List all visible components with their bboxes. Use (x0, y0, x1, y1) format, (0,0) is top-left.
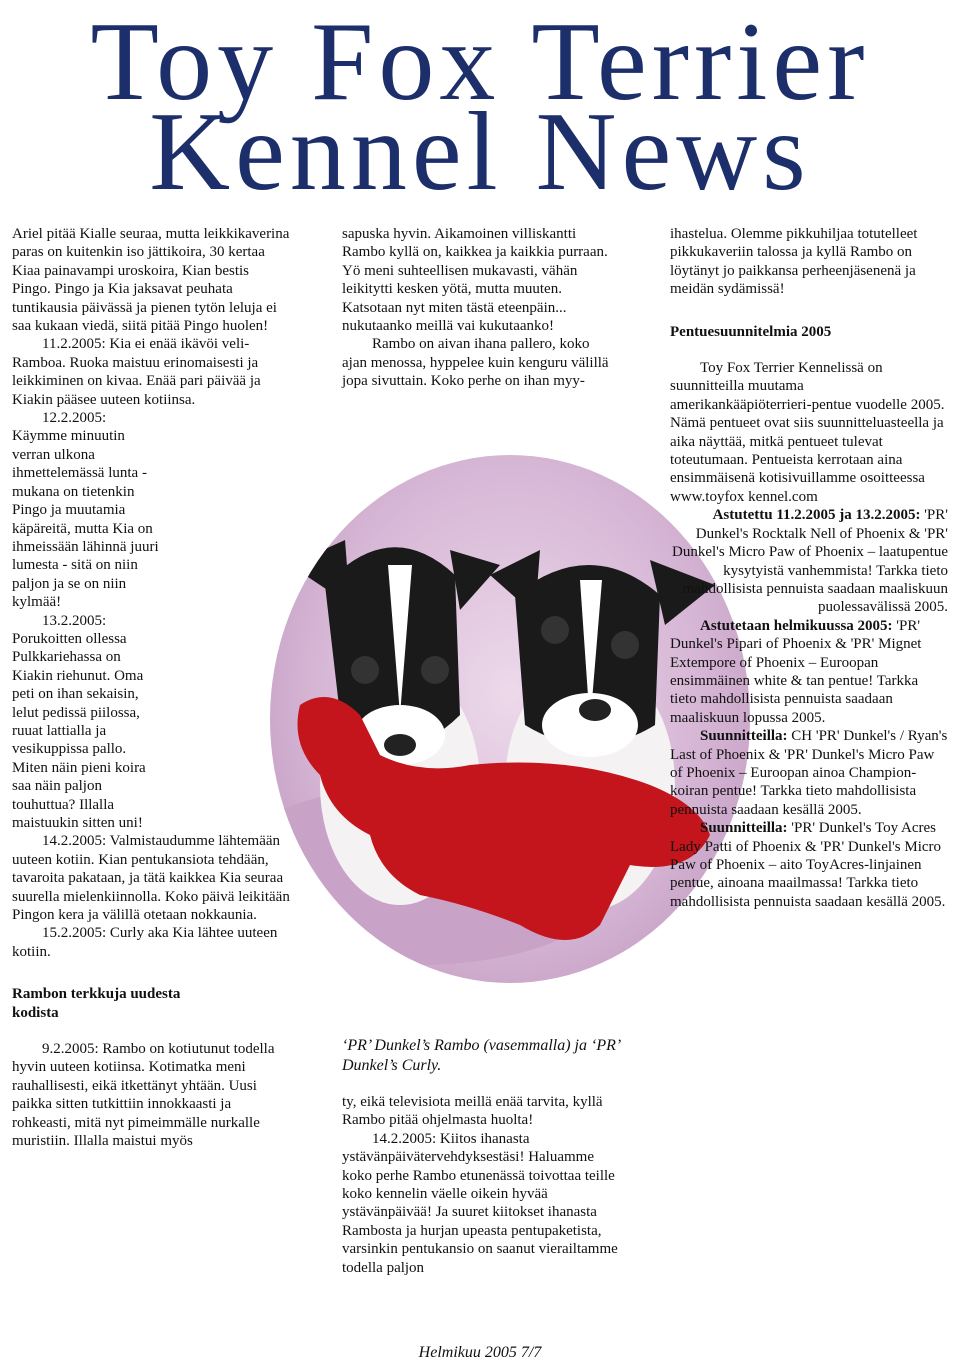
paragraph: 9.2.2005: Rambo on kotiutunut todella hyvin uuteen kotiinsa. Kotimatka meni rauhallisesti, eikä itkettänyt yhtään. Uusi paikka sitten tutkittiin innokkaasti ja rohkeasti, mitä nyt pimeimmälle nurkalle muristiin. Illalla maistui myös (12, 1041, 275, 1150)
text: 'PR' Dunkel's Rocktalk Nell of Phoenix & 'PR' Dunkel's Micro Paw of Phoenix – laatupentue kysytyistä vanhemmista! Tarkka tieto mahdollisista pennuista saadaan maaliskuun puolessavälissä 2005. (672, 507, 948, 616)
photo-caption: ‘PR’ Dunkel’s Rambo (vasemmalla) ja ‘PR’ Dunkel’s Curly. (342, 1037, 620, 1074)
column-middle-bottom (342, 1093, 618, 1277)
paragraph (670, 727, 948, 819)
section-heading: Rambon terkkuja uudesta kodista (12, 986, 181, 1021)
paragraph: 14.2.2005: Kiitos ihanasta ystävänpäivätervehdyksestäsi! Haluamme koko perhe Rambo etunenässä toivottaa teille koko kennelin väelle oikein hyvää ystävänpäivää! Ja suuret kiitokset ihanasta Rambosta ja hurjan upeasta pentupaketista, varsinkin pentukansio on saanut vierailtamme todella paljon (342, 1130, 618, 1276)
paragraph: ty, eikä televisiota meillä enää tarvita, kyllä Rambo pitää ohjelmasta huolta! (342, 1094, 603, 1129)
text: CH 'PR' Dunkel's / Ryan's Last of Phoenix & 'PR' Dunkel's Micro Paw of Phoenix – Euroopan ainoa Champion-koiran pentue! Tarkka tieto mahdollisista pennuista saadaan kesällä 2005. (670, 728, 948, 818)
column-left (12, 225, 290, 1151)
paragraph (670, 819, 948, 911)
paragraph (670, 506, 948, 616)
paragraph: Ariel pitää Kialle seuraa, mutta leikkikaverina paras on kuitenkin iso jättikoira, 30 kertaa Kiaa painavampi uroskoira, Kian bestis Pingo. Pingo ja Kia jaksavat peuhata tuntikausia päivässä ja pienen tytön leluja ei saa kukaan viedä, siitä pitää Pingo huolen! (12, 226, 290, 335)
label: Astutettu 11.2.2005 ja 13.2.2005: (712, 507, 921, 524)
newsletter-title-line2: Kennel News (149, 90, 811, 214)
paragraph: 11.2.2005: Kia ei enää ikävöi veli-Ramboa. Ruoka maistuu erinomaisesti ja leikkiminen on kivaa. Enää pari päivää ja Kiakin pääsee uuteen kotiinsa. (12, 336, 261, 408)
column-right (670, 225, 948, 911)
column-middle (342, 225, 618, 391)
paragraph: 15.2.2005: Curly aka Kia lähtee uuteen kotiin. (12, 925, 278, 960)
paragraph: ihastelua. Olemme pikkuhiljaa totutelleet pikkukaveriin talossa ja kyllä Rambo on löytänyt jo paikkansa perheenjäsenenä ja meidän sydämissä! (670, 226, 918, 298)
text: 'PR' Dunkel's Toy Acres Lady Patti of Phoenix & 'PR' Dunkel's Micro Paw of Phoenix – aito ToyAcres-linjainen pentue, ainoana maailmassa! Tarkka tieto mahdollisista pennuista saadaan kesällä 2005. (670, 820, 946, 910)
section-heading: Pentuesuunnitelmia 2005 (670, 323, 832, 340)
label: Astutetaan helmikuussa 2005: (700, 617, 893, 634)
paragraph: Toy Fox Terrier Kennelissä on suunnitteilla muutama amerikankääpiöterrieri-pentue vuodelle 2005. Nämä pentueet ovat siis suunnitteluasteella ja aika näyttää, mitkä pentueet tulevat toteutumaan. Pentueista kerrotaan aina ensimmäisenä kotisivuillamme osoitteessa www.toyfox kennel.com (670, 360, 945, 505)
paragraph: 12.2.2005: Käymme minuutin verran ulkona ihmettelemässä lunta - mukana on tietenkin Pingo ja muutamia käpäreitä, mutta Kia on ihmeissään lähinnä juuri lumesta - sitä on niin paljon ja se on niin kylmää! (12, 410, 159, 611)
paragraph: Rambo on aivan ihana pallero, koko ajan menossa, hyppelee kuin kenguru välillä jopa sivuttain. Koko perhe on ihan myy- (342, 336, 609, 390)
paragraph: sapuska hyvin. Aikamoinen villiskantti Rambo kyllä on, kaikkea ja kaikkia purraan. Yö meni suhteellisen mukavasti, vähän leikitytti kesken yötä, mutta muuten. Katsotaan nyt miten tästä eteenpäin... nukutaanko meillä vai kukutaanko! (342, 226, 608, 335)
text: 'PR' Dunkel's Pipari of Phoenix & 'PR' Mignet Extempore of Phoenix – Euroopan ensimmäinen white & tan pentue! Tarkka tieto mahdollisista pennuista saadaan maaliskuun lopussa 2005. (670, 617, 922, 726)
paragraph (670, 617, 948, 727)
label: Suunnitteilla: (700, 820, 788, 837)
paragraph: 14.2.2005: Valmistaudumme lähtemään uuteen kotiin. Kian pentukansiota tehdään, tavaroita pakataan, ja tätä kaikkea Kia seuraa suurella mielenkiinnolla. Koko päivä leikitään Pingon kera ja välillä otetaan nokkaunia. (12, 833, 290, 924)
paragraph: 13.2.2005: Porukoitten ollessa Pulkkariehassa on Kiakin riehunut. Oma peti on ihan sekaisin, lelut pedissä piilossa, ruuat lattialla ja vesikuppissa pallo. Miten näin pieni koira saa näin paljon touhuttua? Illalla maistuukin sitten uni! (12, 612, 146, 831)
label: Suunnitteilla: (700, 728, 788, 745)
newsletter-title-line1: Toy Fox Terrier (90, 0, 870, 124)
page-footer: Helmikuu 2005 7/7 (418, 1344, 542, 1361)
